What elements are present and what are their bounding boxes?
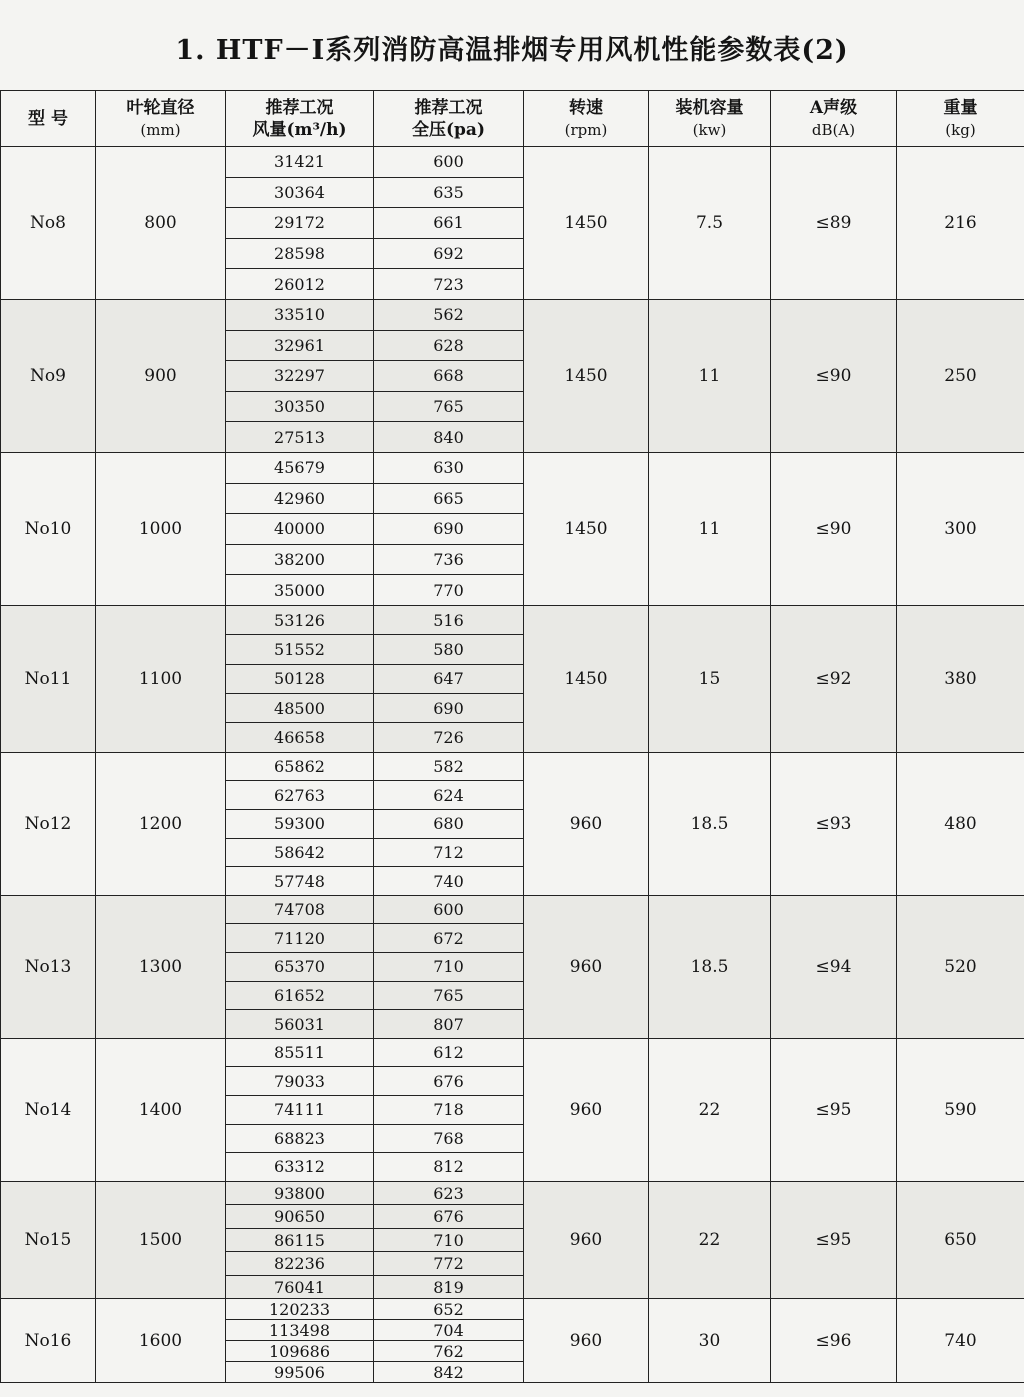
power-cell: 11 (649, 299, 771, 452)
pressure-cell: 623 (374, 1181, 524, 1205)
header-speed: 转速 (rpm) (524, 91, 649, 147)
airflow-cell: 120233 (226, 1299, 374, 1320)
pressure-cell: 770 (374, 575, 524, 606)
airflow-cell: 86115 (226, 1228, 374, 1252)
model-cell: No10 (1, 452, 96, 605)
diameter-cell: 900 (96, 299, 226, 452)
header-diameter: 叶轮直径 (mm) (96, 91, 226, 147)
pressure-cell: 807 (374, 1010, 524, 1039)
pressure-cell: 630 (374, 452, 524, 483)
airflow-cell: 48500 (226, 694, 374, 723)
airflow-cell: 30350 (226, 391, 374, 422)
airflow-cell: 40000 (226, 514, 374, 545)
weight-cell: 250 (897, 299, 1024, 452)
pressure-cell: 704 (374, 1320, 524, 1341)
pressure-cell: 819 (374, 1275, 524, 1299)
power-cell: 18.5 (649, 752, 771, 895)
pressure-cell: 736 (374, 544, 524, 575)
pressure-cell: 582 (374, 752, 524, 781)
header-weight: 重量 (kg) (897, 91, 1024, 147)
airflow-cell: 46658 (226, 723, 374, 752)
airflow-cell: 113498 (226, 1320, 374, 1341)
pressure-cell: 580 (374, 635, 524, 664)
pressure-cell: 600 (374, 147, 524, 178)
airflow-cell: 29172 (226, 208, 374, 239)
pressure-cell: 812 (374, 1153, 524, 1182)
pressure-cell: 710 (374, 1228, 524, 1252)
fan-performance-table (0, 90, 1024, 1383)
airflow-cell: 58642 (226, 838, 374, 867)
pressure-cell: 516 (374, 605, 524, 634)
pressure-cell: 712 (374, 838, 524, 867)
table-row (1, 299, 1024, 330)
header-airflow: 推荐工况 风量(m³/h) (226, 91, 374, 147)
noise-cell: ≤89 (771, 147, 897, 300)
pressure-cell: 840 (374, 422, 524, 453)
airflow-cell: 63312 (226, 1153, 374, 1182)
airflow-cell: 59300 (226, 810, 374, 839)
power-cell: 11 (649, 452, 771, 605)
pressure-cell: 600 (374, 895, 524, 924)
airflow-cell: 61652 (226, 981, 374, 1010)
table-row (1, 605, 1024, 634)
pressure-cell: 661 (374, 208, 524, 239)
airflow-cell: 65370 (226, 953, 374, 982)
model-cell: No9 (1, 299, 96, 452)
airflow-cell: 99506 (226, 1362, 374, 1383)
airflow-cell: 85511 (226, 1038, 374, 1067)
airflow-cell: 56031 (226, 1010, 374, 1039)
airflow-cell: 65862 (226, 752, 374, 781)
pressure-cell: 668 (374, 361, 524, 392)
airflow-cell: 35000 (226, 575, 374, 606)
pressure-cell: 710 (374, 953, 524, 982)
table-row (1, 1299, 1024, 1320)
header-power: 装机容量 (kw) (649, 91, 771, 147)
table-row (1, 147, 1024, 178)
weight-cell: 520 (897, 895, 1024, 1038)
pressure-cell: 842 (374, 1362, 524, 1383)
noise-cell: ≤93 (771, 752, 897, 895)
airflow-cell: 38200 (226, 544, 374, 575)
speed-cell: 960 (524, 895, 649, 1038)
weight-cell: 480 (897, 752, 1024, 895)
header-noise: A声级 dB(A) (771, 91, 897, 147)
header-row (1, 91, 1024, 147)
pressure-cell: 690 (374, 514, 524, 545)
table-row (1, 752, 1024, 781)
power-cell: 22 (649, 1181, 771, 1299)
weight-cell: 650 (897, 1181, 1024, 1299)
pressure-cell: 768 (374, 1124, 524, 1153)
table-body (1, 147, 1024, 1383)
noise-cell: ≤92 (771, 605, 897, 752)
pressure-cell: 665 (374, 483, 524, 514)
pressure-cell: 652 (374, 1299, 524, 1320)
speed-cell: 960 (524, 1038, 649, 1181)
airflow-cell: 32297 (226, 361, 374, 392)
pressure-cell: 562 (374, 299, 524, 330)
speed-cell: 1450 (524, 299, 649, 452)
pressure-cell: 772 (374, 1252, 524, 1276)
speed-cell: 1450 (524, 452, 649, 605)
airflow-cell: 33510 (226, 299, 374, 330)
diameter-cell: 1000 (96, 452, 226, 605)
airflow-cell: 79033 (226, 1067, 374, 1096)
pressure-cell: 692 (374, 238, 524, 269)
noise-cell: ≤90 (771, 299, 897, 452)
header-pressure: 推荐工况 全压(pa) (374, 91, 524, 147)
table-row (1, 1181, 1024, 1205)
pressure-cell: 723 (374, 269, 524, 300)
speed-cell: 960 (524, 752, 649, 895)
weight-cell: 740 (897, 1299, 1024, 1383)
diameter-cell: 1200 (96, 752, 226, 895)
pressure-cell: 647 (374, 664, 524, 693)
weight-cell: 216 (897, 147, 1024, 300)
diameter-cell: 1400 (96, 1038, 226, 1181)
airflow-cell: 68823 (226, 1124, 374, 1153)
speed-cell: 1450 (524, 605, 649, 752)
airflow-cell: 90650 (226, 1205, 374, 1229)
pressure-cell: 680 (374, 810, 524, 839)
pressure-cell: 762 (374, 1341, 524, 1362)
table-row (1, 452, 1024, 483)
noise-cell: ≤94 (771, 895, 897, 1038)
model-cell: No14 (1, 1038, 96, 1181)
pressure-cell: 624 (374, 781, 524, 810)
diameter-cell: 1300 (96, 895, 226, 1038)
airflow-cell: 42960 (226, 483, 374, 514)
speed-cell: 960 (524, 1299, 649, 1383)
airflow-cell: 31421 (226, 147, 374, 178)
pressure-cell: 765 (374, 981, 524, 1010)
pressure-cell: 676 (374, 1205, 524, 1229)
diameter-cell: 1500 (96, 1181, 226, 1299)
noise-cell: ≤95 (771, 1038, 897, 1181)
weight-cell: 380 (897, 605, 1024, 752)
airflow-cell: 93800 (226, 1181, 374, 1205)
airflow-cell: 53126 (226, 605, 374, 634)
airflow-cell: 28598 (226, 238, 374, 269)
speed-cell: 960 (524, 1181, 649, 1299)
pressure-cell: 635 (374, 177, 524, 208)
power-cell: 18.5 (649, 895, 771, 1038)
noise-cell: ≤95 (771, 1181, 897, 1299)
airflow-cell: 74708 (226, 895, 374, 924)
airflow-cell: 27513 (226, 422, 374, 453)
noise-cell: ≤90 (771, 452, 897, 605)
model-cell: No15 (1, 1181, 96, 1299)
power-cell: 15 (649, 605, 771, 752)
airflow-cell: 30364 (226, 177, 374, 208)
speed-cell: 1450 (524, 147, 649, 300)
model-cell: No13 (1, 895, 96, 1038)
model-cell: No12 (1, 752, 96, 895)
diameter-cell: 1600 (96, 1299, 226, 1383)
pressure-cell: 690 (374, 694, 524, 723)
model-cell: No11 (1, 605, 96, 752)
airflow-cell: 51552 (226, 635, 374, 664)
power-cell: 22 (649, 1038, 771, 1181)
table-row (1, 1038, 1024, 1067)
pressure-cell: 718 (374, 1095, 524, 1124)
pressure-cell: 672 (374, 924, 524, 953)
airflow-cell: 71120 (226, 924, 374, 953)
pressure-cell: 740 (374, 867, 524, 896)
airflow-cell: 57748 (226, 867, 374, 896)
airflow-cell: 82236 (226, 1252, 374, 1276)
airflow-cell: 74111 (226, 1095, 374, 1124)
pressure-cell: 612 (374, 1038, 524, 1067)
pressure-cell: 628 (374, 330, 524, 361)
diameter-cell: 1100 (96, 605, 226, 752)
weight-cell: 300 (897, 452, 1024, 605)
power-cell: 7.5 (649, 147, 771, 300)
airflow-cell: 109686 (226, 1341, 374, 1362)
airflow-cell: 76041 (226, 1275, 374, 1299)
power-cell: 30 (649, 1299, 771, 1383)
airflow-cell: 45679 (226, 452, 374, 483)
diameter-cell: 800 (96, 147, 226, 300)
model-cell: No8 (1, 147, 96, 300)
airflow-cell: 50128 (226, 664, 374, 693)
page-title: 1. HTF－Ⅰ系列消防高温排烟专用风机性能参数表(2) (175, 35, 849, 66)
pressure-cell: 676 (374, 1067, 524, 1096)
weight-cell: 590 (897, 1038, 1024, 1181)
table-row (1, 895, 1024, 924)
model-cell: No16 (1, 1299, 96, 1383)
airflow-cell: 62763 (226, 781, 374, 810)
airflow-cell: 26012 (226, 269, 374, 300)
header-model: 型 号 (1, 91, 96, 147)
pressure-cell: 726 (374, 723, 524, 752)
airflow-cell: 32961 (226, 330, 374, 361)
noise-cell: ≤96 (771, 1299, 897, 1383)
pressure-cell: 765 (374, 391, 524, 422)
